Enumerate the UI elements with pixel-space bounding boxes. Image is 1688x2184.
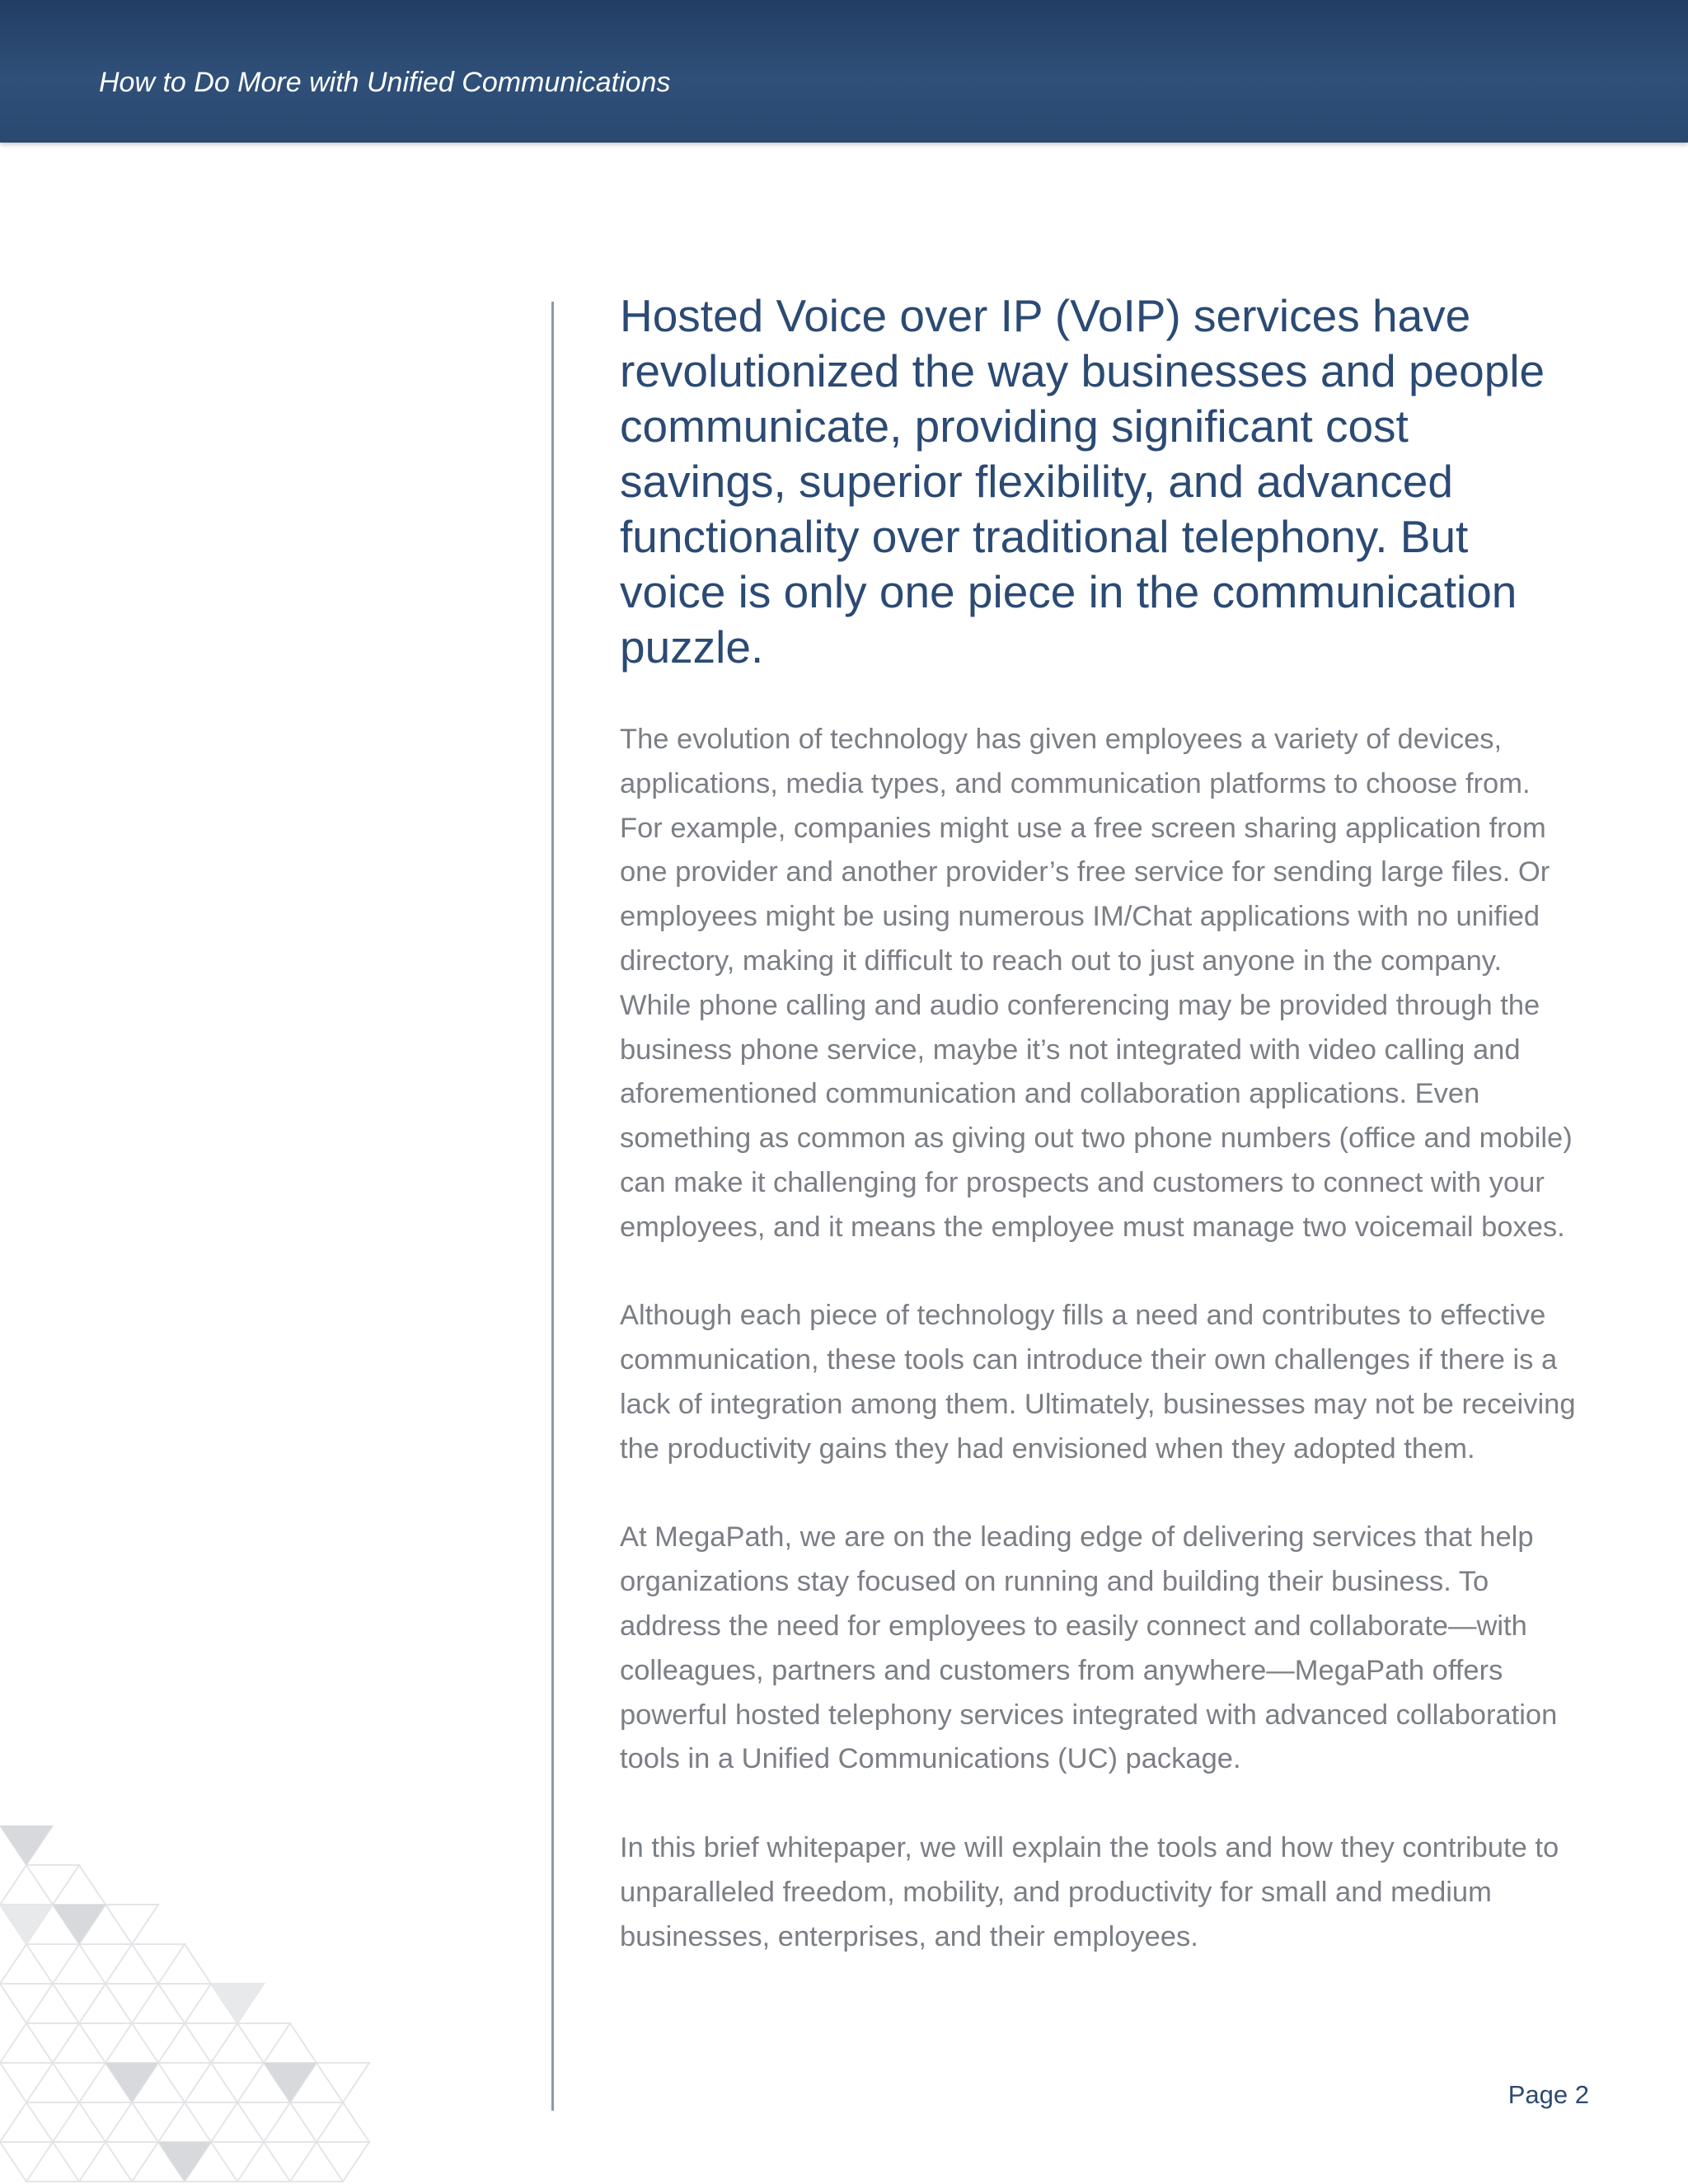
lead-paragraph: Hosted Voice over IP (VoIP) services have revolutionized the way businesses and people communicate, providing significant cost savings, superior flexibility, and advanced functionality over traditional telephony. But voice is only one piece in the communication puzzle. — [620, 290, 1545, 673]
body-paragraph: The evolution of technology has given employees a variety of devices, applications, media types, and communication platforms to choose from. For example, companies might use a free screen sharing application from one provider and another provider’s free service for sending large files. Or employees might be using numerous IM/Chat applications with no unified directory, making it difficult to reach out to just anyone in the company. While phone calling and audio conferencing may be provided through the business phone service, maybe it’s not integrated with video calling and aforementioned communication and collaboration applications. Even something as common as giving out two phone numbers (office and mobile) can make it challenging for prospects and customers to connect with your employees, and it means the employee must manage two voicemail boxes. — [620, 724, 1573, 1243]
body-paragraph: Although each piece of technology fills a need and contributes to effective communication, these tools can introduce their own challenges if there is a lack of integration among them. Ultimately, businesses may not be receiving the productivity gains they had envisioned when they adopted them. — [620, 1300, 1576, 1465]
header-bar — [0, 0, 1688, 143]
body-paragraph: In this brief whitepaper, we will explain the tools and how they contribute to unparalleled freedom, mobility, and productivity for small and medium businesses, enterprises, and their employees. — [620, 1831, 1559, 1952]
body-text — [620, 718, 1576, 2004]
vertical-divider — [551, 302, 554, 2111]
triangle-pattern-decoration — [0, 1825, 379, 2184]
document-title: How to Do More with Unified Communications — [99, 67, 671, 98]
page-number: Page 2 — [1507, 2080, 1589, 2109]
body-paragraph: At MegaPath, we are on the leading edge of delivering services that help organizations stay focused on running and building their business. To address the need for employees to easily connect and collaborate—with colleagues, partners and customers from anywhere—MegaPath offers powerful hosted telephony services integrated with advanced collaboration tools in a Unified Communications (UC) package. — [620, 1521, 1558, 1775]
